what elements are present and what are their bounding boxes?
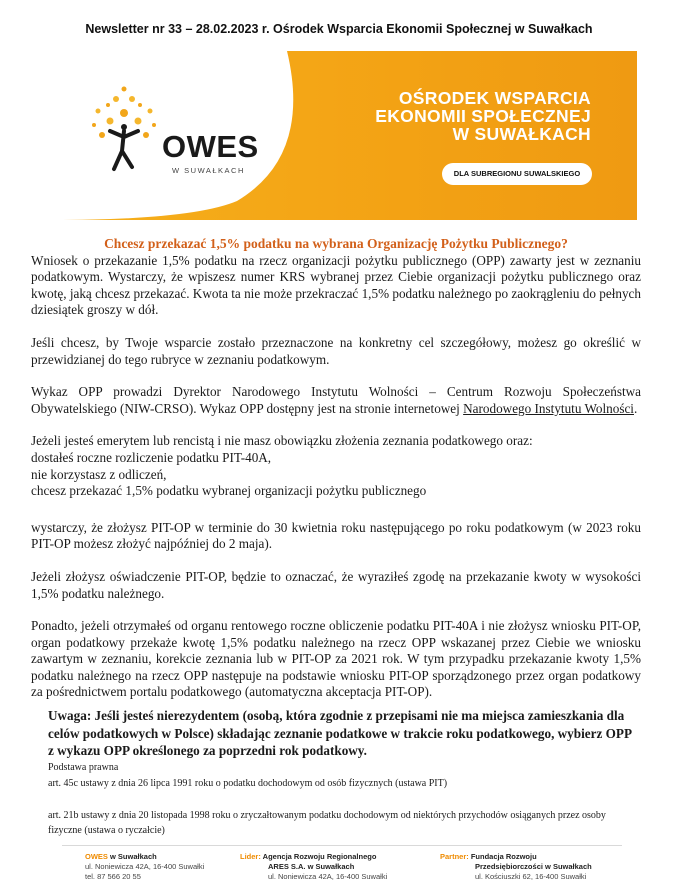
banner-title bbox=[375, 89, 591, 143]
niw-link[interactable]: Narodowego Instytutu Wolności bbox=[463, 400, 634, 416]
footer-leader-name-2: ARES S.A. w Suwałkach bbox=[268, 862, 355, 871]
article-body bbox=[31, 236, 641, 701]
footer-leader-label: Lider: bbox=[240, 852, 261, 861]
footer-owes bbox=[85, 852, 204, 882]
footer-owes-name-rest: w Suwałkach bbox=[107, 852, 157, 861]
list-item: dostałeś roczne rozliczenie podatku PIT-40A, bbox=[31, 449, 272, 465]
footer-owes-phone: tel. 87 566 20 55 bbox=[85, 872, 141, 881]
paragraph-1: Wniosek o przekazanie 1,5% podatku na rzecz organizacji pożytku publicznego (OPP) zawarty jest w zeznaniu podatkowym. Wystarczy, że wpiszesz numer KRS wybranej przez Ciebie organizacji pożytku publicznego oraz kwotę, jaką chcesz przekazać. Kwota ta nie może przekraczać 1,5% podatku należnego po zaokrągleniu do pełnych dziesiątek groszy w dół. bbox=[31, 252, 641, 318]
footer-partner-label: Partner: bbox=[440, 852, 469, 861]
legal-basis-1: art. 45c ustawy z dnia 26 lipca 1991 roku o podatku dochodowym od osób fizycznych (ustawa PIT) bbox=[48, 778, 448, 789]
footer-leader bbox=[240, 852, 387, 882]
banner-title-line-3: W SUWAŁKACH bbox=[452, 124, 591, 144]
list-item: chcesz przekazać 1,5% podatku wybranej organizacji pożytku publicznego bbox=[31, 483, 427, 499]
owes-banner bbox=[52, 51, 637, 220]
footer-leader-address: ul. Noniewicza 42A, 16-400 Suwałki bbox=[268, 872, 388, 881]
footer-partner-name-1: Fundacja Rozwoju bbox=[468, 852, 537, 861]
list-item: nie korzystasz z odliczeń, bbox=[31, 466, 167, 482]
article-headline: Chcesz przekazać 1,5% podatku na wybrana Organizację Pożytku Publicznego? bbox=[104, 236, 568, 251]
legal-basis-2: art. 21b ustawy z dnia 20 listopada 1998 roku o zryczałtowanym podatku dochodowym od niektórych przychodów osiąganych przez osoby fizyczne (ustawa o ryczałcie) bbox=[48, 810, 606, 836]
paragraph-2: Jeśli chcesz, by Twoje wsparcie zostało przeznaczone na konkretny cel szczegółowy, możesz go określić w przewidzianej do tego rubryce w zeznaniu podatkowym. bbox=[31, 334, 641, 367]
banner-title-line-1: OŚRODEK WSPARCIA bbox=[398, 88, 591, 108]
paragraph-3 bbox=[31, 384, 641, 417]
legal-label: Podstawa prawna bbox=[48, 762, 119, 773]
footer-partner-address: ul. Kościuszki 62, 16-400 Suwałki bbox=[475, 872, 587, 881]
paragraph-3-text: Wykaz OPP prowadzi Dyrektor Narodowego Instytutu Wolności – Centrum Rozwoju Społeczeństwa Obywatelskiego (NIW-CRSO). Wykaz OPP dostępny jest na stronie internetowej bbox=[31, 384, 641, 416]
paragraph-5: wystarczy, że złożysz PIT-OP w terminie do 30 kwietnia roku następującego po roku podatkowym (w 2023 roku PIT-OP możesz złożyć najpóźniej do 2 maja). bbox=[31, 519, 641, 552]
nonresident-notice: Uwaga: Jeśli jesteś nierezydentem (osobą, która zgodnie z przepisami nie ma miejsca zamieszkania dla celów podatkowych w Polsce) składając zeznanie podatkowe w trakcie roku podatkowego, wybierz OPP z wykazu OPP określonego za poprzedni rok podatkowy. bbox=[48, 708, 632, 758]
paragraph-7: Ponadto, jeżeli otrzymałeś od organu rentowego roczne obliczenie podatku PIT-40A i nie złożysz wniosku PIT-OP, organ podatkowy przekaże kwotę 1,5% podatku należnego na rzecz OPP wskazanej przez Ciebie we wniosku zawartym w zeznaniu, korekcie zeznania lub w PIT-OP za 2021 rok. W tym przypadku przekazanie kwoty 1,5% podatku należnego na rzecz OPP następuje na podstawie wniosku PIT-OP sporządzonego przez organ podatkowy za pośrednictwem portalu podatkowego (automatyczna akceptacja PIT-OP). bbox=[31, 618, 641, 700]
owes-logo-sub: W SUWAŁKACH bbox=[172, 166, 245, 175]
footer-divider bbox=[62, 845, 622, 846]
owes-logo-word: OWES bbox=[162, 129, 259, 164]
subregion-pill: DLA SUBREGIONU SUWALSKIEGO bbox=[442, 163, 592, 185]
paragraph-6: Jeżeli złożysz oświadczenie PIT-OP, będzie to oznaczać, że wyraziłeś zgodę na przekazanie kwoty w wysokości 1,5% podatku należnego. bbox=[31, 568, 641, 601]
footer-partner-name-2: Przedsiębiorczości w Suwałkach bbox=[475, 862, 592, 871]
paragraph-3-end: . bbox=[633, 400, 638, 416]
footer-partner bbox=[440, 852, 592, 882]
paragraph-4-intro: Jeżeli jesteś emerytem lub rencistą i nie masz obowiązku złożenia zeznania podatkowego oraz: bbox=[31, 433, 533, 449]
newsletter-header: Newsletter nr 33 – 28.02.2023 r. Ośrodek Wsparcia Ekonomii Społecznej w Suwałkach bbox=[85, 22, 593, 36]
banner-title-line-2: EKONOMII SPOŁECZNEJ bbox=[375, 106, 591, 126]
footer-owes-name: OWES bbox=[85, 852, 108, 861]
footer-owes-address: ul. Noniewicza 42A, 16-400 Suwałki bbox=[85, 862, 205, 871]
footer-leader-name-1: Agencja Rozwoju Regionalnego bbox=[260, 852, 377, 861]
